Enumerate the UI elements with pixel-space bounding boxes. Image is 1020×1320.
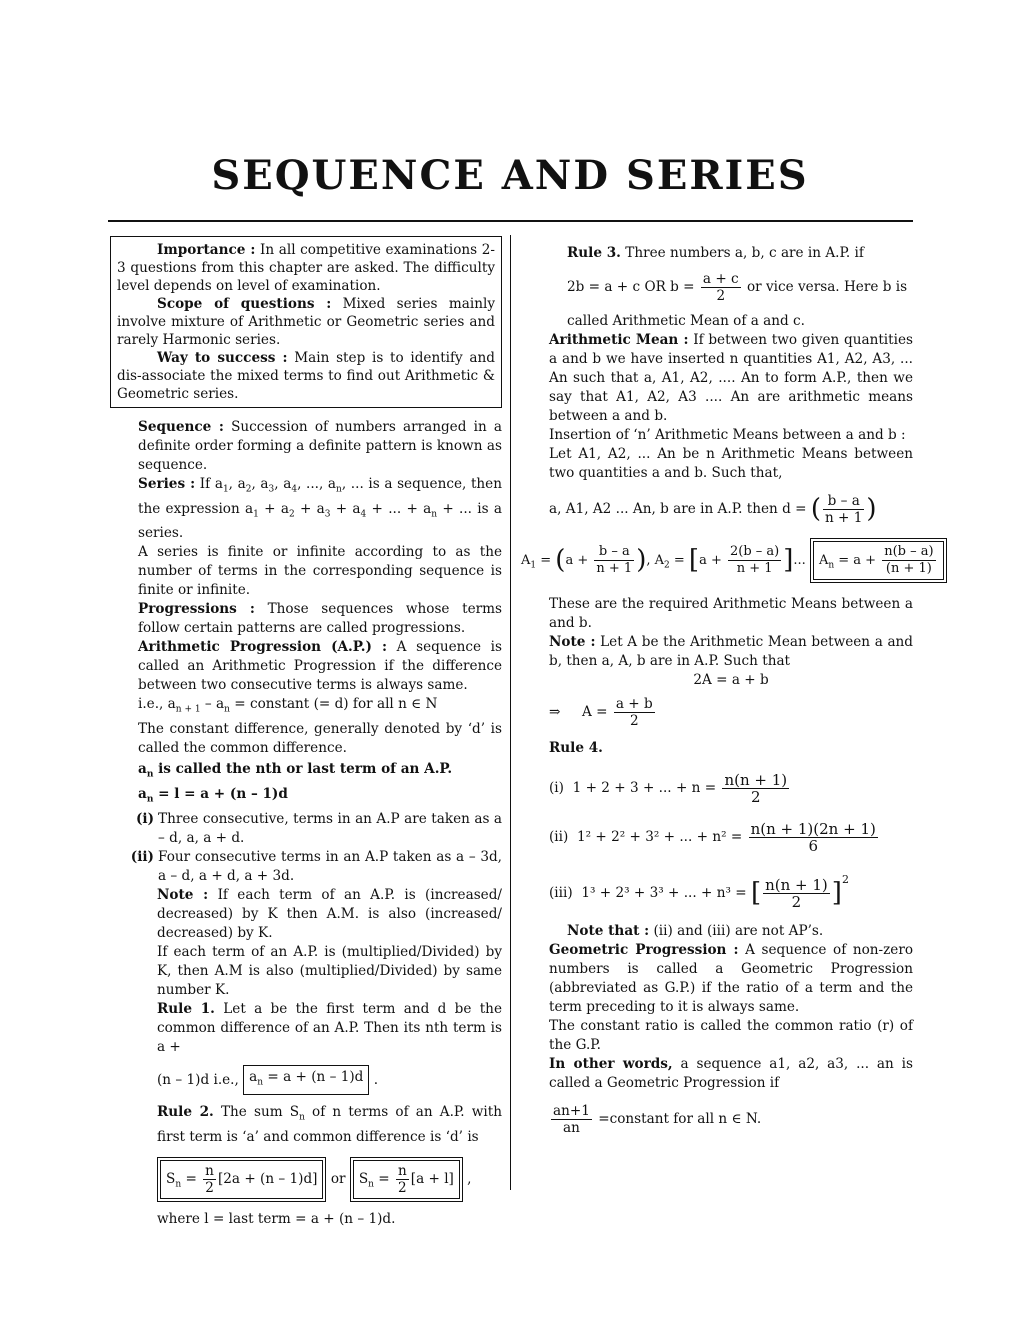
- series-label: Series :: [138, 476, 196, 492]
- intro-box: [110, 236, 502, 408]
- other-label: In other words,: [549, 1056, 673, 1072]
- r4-ii-den: 6: [808, 837, 818, 855]
- rule4-label: Rule 4.: [549, 740, 603, 756]
- importance-label: Importance :: [157, 242, 256, 258]
- a1-frac-num: b – a: [594, 544, 634, 561]
- ap-text: A sequence is called an Arithmetic Progression if the difference between two consecutive terms is always same.: [138, 639, 502, 694]
- r4-iii-num: n(n + 1): [765, 876, 828, 894]
- r4-i-den: 2: [751, 788, 761, 806]
- rule3-tail-2: called Arithmetic Mean of a and c.: [567, 313, 805, 329]
- title-underline: [108, 220, 913, 222]
- series-text-3: + ... is a series.: [138, 500, 502, 542]
- item-ii-label: (ii): [130, 848, 154, 865]
- r4-i-num: n(n + 1): [724, 771, 788, 789]
- gp-num: an+1: [553, 1103, 590, 1119]
- item-i-label: (i): [135, 810, 154, 827]
- r4-i-lhs: 1 + 2 + 3 + ... + n =: [572, 780, 717, 796]
- rule3-frac-num: a + c: [702, 271, 739, 287]
- rule2-or: or: [330, 1171, 346, 1188]
- list-item: [110, 848, 502, 886]
- d-num: b – a: [823, 493, 864, 510]
- item-ii-text: Four consecutive terms in an A.P taken as a – 3d, a – d, a + d, a + 3d.: [158, 848, 502, 884]
- note-that-text: (ii) and (iii) are not AP’s.: [653, 923, 824, 939]
- these-text: These are the required Arithmetic Means between a and b.: [549, 596, 913, 631]
- scope-label: Scope of questions :: [157, 296, 332, 312]
- column-divider: [510, 235, 511, 1190]
- r4-i-label: (i): [549, 780, 564, 796]
- series-text: If a: [199, 476, 223, 492]
- rule3-tail: or vice versa. Here b is: [746, 279, 908, 295]
- implies-symbol: ⇒: [549, 704, 561, 720]
- series-text-2: ... is a sequence, then the expression a: [138, 476, 502, 517]
- rule3-frac-den: 2: [716, 288, 726, 304]
- note-text-2: If each term of an A.P. is (multiplied/Divided) by K, then A.M is also (multiplied/Divided) by same number K.: [157, 943, 502, 998]
- r4-iii-den: 2: [791, 893, 802, 911]
- let-text: Let A1, A2, ... An be n Arithmetic Means between two quantities a and b. Such that,: [549, 446, 913, 481]
- progressions-label: Progressions :: [138, 601, 255, 618]
- rule2-text-a: The sum S: [220, 1104, 300, 1121]
- sequence-text: Succession of numbers arranged in a definite order forming a definite pattern is known as sequence.: [138, 419, 502, 473]
- note-label: Note :: [157, 886, 209, 903]
- other-text: a sequence a1, a2, a3, ... an is called a Geometric Progression if: [549, 1056, 913, 1091]
- rule2-formula-1: [2a + (n – 1)d]: [217, 1171, 318, 1188]
- rule2-label: Rule 2.: [157, 1104, 214, 1121]
- list-item: [110, 810, 502, 848]
- gp-tail: =constant for all n ∈ N.: [598, 1111, 762, 1127]
- page-title: SEQUENCE AND SERIES: [211, 152, 809, 199]
- a-den: 2: [629, 713, 639, 729]
- am-label: Arithmetic Mean :: [549, 332, 689, 348]
- common-diff-text: The constant difference, generally denoted by ‘d’ is called the common difference.: [138, 721, 502, 757]
- ap-ie: i.e., a: [138, 696, 176, 713]
- note-that-label: Note that :: [567, 923, 650, 939]
- scope-text: Mixed series mainly involve mixture of Arithmetic or Geometric series and rarely Harmonic series.: [117, 296, 496, 348]
- way-label: Way to success :: [157, 350, 288, 366]
- right-column: Rule 3. Three numbers a, b, c are in A.P. if 2b = a + c OR b = $\frac{a + c}{2}$ or vice versa. Here b is called Arithmetic Mean of a and c. Arithmetic Mean : If between two given quantities a and b we have inserted n quantities A1, A2, A3, ... An such that a, A1, A2, .... An to form A.P., then we say that A1, A2, A3 .... An are arithmetic means between a and b. Insertion of ‘n’ Arithmetic Means between a and b : Let A1, A2, ... An be n Arithmetic Means between two quantities a and b. Such that, a, A1, A2 ... An, b are in A.P. then d = ( $\frac{b - a}{n + 1}$ ) $A_1 = (a$ + $\frac{b - a}{n + 1}$ ), $A_2 = [a$ + $\frac{2(b - a)}{n + 1}$ ]... $A_n = a$ + $\frac{n(b - a)}{(n + 1)}$ These are the required Arithmetic Means between a and b. Note : Let A be the Arithmetic Mean between a and b, then a, A, b are in A.P. Such that 2A = a + b ⇒ A = $\frac{a + b}{2}$ Rule 4. (i) 1 + 2 + 3 + ... + n = $\frac{n(n + 1)}{2}$ (ii) 1² + 2² + 3² + ... + n² = $\frac{n(n + 1)(2n + 1)}{6}$ (iii) 1³ + 2³ + 3³ + ... + n³ = [ $\frac{n(n + 1)}{2}$ ]$^2$ Note that : (ii) and (iii) are not AP’s. Geometric Progression : A sequence of non-zero numbers is called a Geometric Progression (abbreviated as G.P.) if the ratio of a term and the term preceding to it is always same. The constant ratio is called the common ratio (r) of the G.P. In other words, a sequence a1, a2, a3, ... an is called a Geometric Progression if $\frac{an+1}{an}$ =constant for all n ∈ N.: [549, 244, 913, 1144]
- a-num: a + b: [615, 696, 653, 712]
- a2-frac-den: n + 1: [736, 561, 773, 576]
- ap-ie-rest: = constant (= d) for all n ∈ N: [234, 696, 438, 713]
- sum-formula-box-1: $S_n$ = $\frac{n}{2}$ [2a + (n – 1)d]: [157, 1157, 326, 1202]
- rule1-label: Rule 1.: [157, 1000, 215, 1017]
- d-den: n + 1: [824, 510, 863, 526]
- r4-iii-lhs: 1³ + 2³ + 3³ + ... + n³ =: [581, 885, 747, 901]
- r4-ii-label: (ii): [549, 829, 569, 845]
- importance-text: In all competitive examinations 2-3 questions from this chapter are asked. The difficulty level depends on level of examination.: [117, 242, 495, 294]
- left-column: Importance : In all competitive examinations 2-3 questions from this chapter are asked. The difficulty level depends on level of examination. Scope of questions : Mixed series mainly involve mixture of Arithmetic or Geometric series and rarely Harmonic series. Way to success : Main step is to identify and dis-associate the mixed terms to find out Arithmetic & Geometric series. Sequence : Succession of numbers arranged in a definite order forming a definite pattern is known as sequence. Series : If $a_1$, $a_2$, $a_3$, $a_4$, ..., $a_n$, ... is a sequence, then the expression $a_1 + a_2 + a_3 + a_4$ + ... + $a_n$ + ... is a series. A series is finite or infinite according to as the number of terms in the corresponding sequence is finite or infinite. Progressions : Those sequences whose terms follow certain patterns are called progressions. Arithmetic Progression (A.P.) : A sequence is called an Arithmetic Progression if the difference between two consecutive terms is always same. i.e., $a_{n + 1} - a_n$ = constant (= d) for all n ∈ N The constant difference, generally denoted by ‘d’ is called the common difference. $a_n$ is called the nth or last term of an A.P. $a_n = l = a + (n - 1)d$ (i) Three consecutive, terms in an A.P are taken as a – d, a, a + d. (ii) Four consecutive terms in an A.P taken as a – 3d, a – d, a + d, a + 3d. Note : If each term of an A.P. is (increased/ decreased) by K then A.M. is also (increased/ decreased) by K. If each term of an A.P. is (multiplied/Divided) by K, then A.M is also (multiplied/Divided) by same number K. Rule 1. Let a be the first term and d be the common difference of an A.P. Then its nth term is a + (n – 1)d i.e., $a_n = a + (n - 1)d$ . Rule 2. The sum $S_n$ of n terms of an A.P. with first term is ‘a’ and common difference is ‘d’ is $S_n$ = $\frac{n}{2}$ [2a + (n – 1)d] or $S_n$ = $\frac{n}{2}$ [a + l] , where l = last term = a + (n – 1)d.: [110, 236, 502, 1229]
- ratio-text: The constant ratio is called the common ratio (r) of the G.P.: [549, 1018, 913, 1053]
- an-frac-num: n(b – a): [884, 544, 934, 559]
- finite-text: A series is finite or infinite according to as the number of terms in the corresponding sequence is finite or infinite.: [138, 544, 502, 599]
- nth-term-formula: = l = a + (n – 1)d: [158, 785, 288, 802]
- note-text-right: Let A be the Arithmetic Mean between a and b, then a, A, b are in A.P. Such that: [549, 634, 913, 669]
- rule3-eq: 2b = a + c OR b =: [567, 279, 695, 295]
- r4-ii-lhs: 1² + 2² + 3² + ... + n² =: [576, 829, 743, 845]
- item-i-text: Three consecutive, terms in an A.P are taken as a – d, a, a + d.: [158, 810, 502, 846]
- insertion-text: Insertion of ‘n’ Arithmetic Means between a and b :: [549, 427, 906, 443]
- rule1-text: Let a be the first term and d be the common difference of an A.P. Then its nth term is a +: [157, 1000, 502, 1055]
- sum-formula-box-2: $S_n$ = $\frac{n}{2}$ [a + l]: [350, 1157, 463, 1202]
- where-text: where l = last term = a + (n – 1)d.: [157, 1211, 396, 1228]
- gp-text: A sequence of non-zero numbers is called a Geometric Progression (abbreviated as G.P.) if the ratio of a term and the term preceding to it is always same.: [549, 942, 914, 1015]
- seq-eq: a, A1, A2 ... An, b are in A.P. then d =: [549, 501, 807, 517]
- note-eq: 2A = a + b: [693, 672, 769, 688]
- rule1-formula-box: $a_n = a + (n - 1)d$: [243, 1065, 369, 1096]
- nth-term-heading: is called the nth or last term of an A.P.: [158, 761, 453, 778]
- gp-den: an: [563, 1120, 580, 1136]
- am-text: If between two given quantities a and b we have inserted n quantities A1, A2, A3, ... An such that a, A1, A2, .... An to form A.P., then we say that A1, A2, A3 .... An are arithmetic means between a and b.: [549, 332, 913, 424]
- note-label-right: Note :: [549, 634, 596, 650]
- rule3-text: Three numbers a, b, c are in A.P. if: [625, 245, 864, 261]
- ap-label: Arithmetic Progression (A.P.) :: [138, 639, 387, 656]
- a1-frac-den: n + 1: [596, 561, 633, 576]
- way-text: Main step is to identify and dis-associate the mixed terms to find out Arithmetic & Geometric series.: [117, 350, 495, 402]
- rule2-formula-2: [a + l]: [410, 1171, 454, 1188]
- sequence-label: Sequence :: [138, 419, 224, 435]
- rule2-text-b: of n terms of an A.P. with first term is ‘a’ and common difference is ‘d’ is: [157, 1104, 502, 1146]
- note-text: If each term of an A.P. is (increased/ decreased) by K then A.M. is also (increased/ decreased) by K.: [157, 886, 503, 941]
- an-frac-den: (n + 1): [885, 561, 932, 576]
- a-eq: A =: [582, 704, 608, 720]
- r4-iii-label: (iii): [549, 885, 573, 901]
- an-formula-box: $A_n = a$ + $\frac{n(b - a)}{(n + 1)}$: [810, 538, 947, 583]
- r4-ii-num: n(n + 1)(2n + 1): [750, 820, 876, 838]
- rule1-ie: (n – 1)d i.e.,: [157, 1071, 239, 1088]
- a2-frac-num: 2(b – a): [729, 544, 780, 559]
- means-formula-row: $A_1 = (a$ + $\frac{b - a}{n + 1}$ ), $A_2 = [a$ + $\frac{2(b - a)}{n + 1}$ ]... $A_n = a$ + $\frac{n(b - a)}{(n + 1)}$: [521, 538, 913, 583]
- rule3-label: Rule 3.: [567, 245, 621, 261]
- progressions-text: Those sequences whose terms follow certain patterns are called progressions.: [138, 601, 503, 637]
- gp-label: Geometric Progression :: [549, 942, 739, 958]
